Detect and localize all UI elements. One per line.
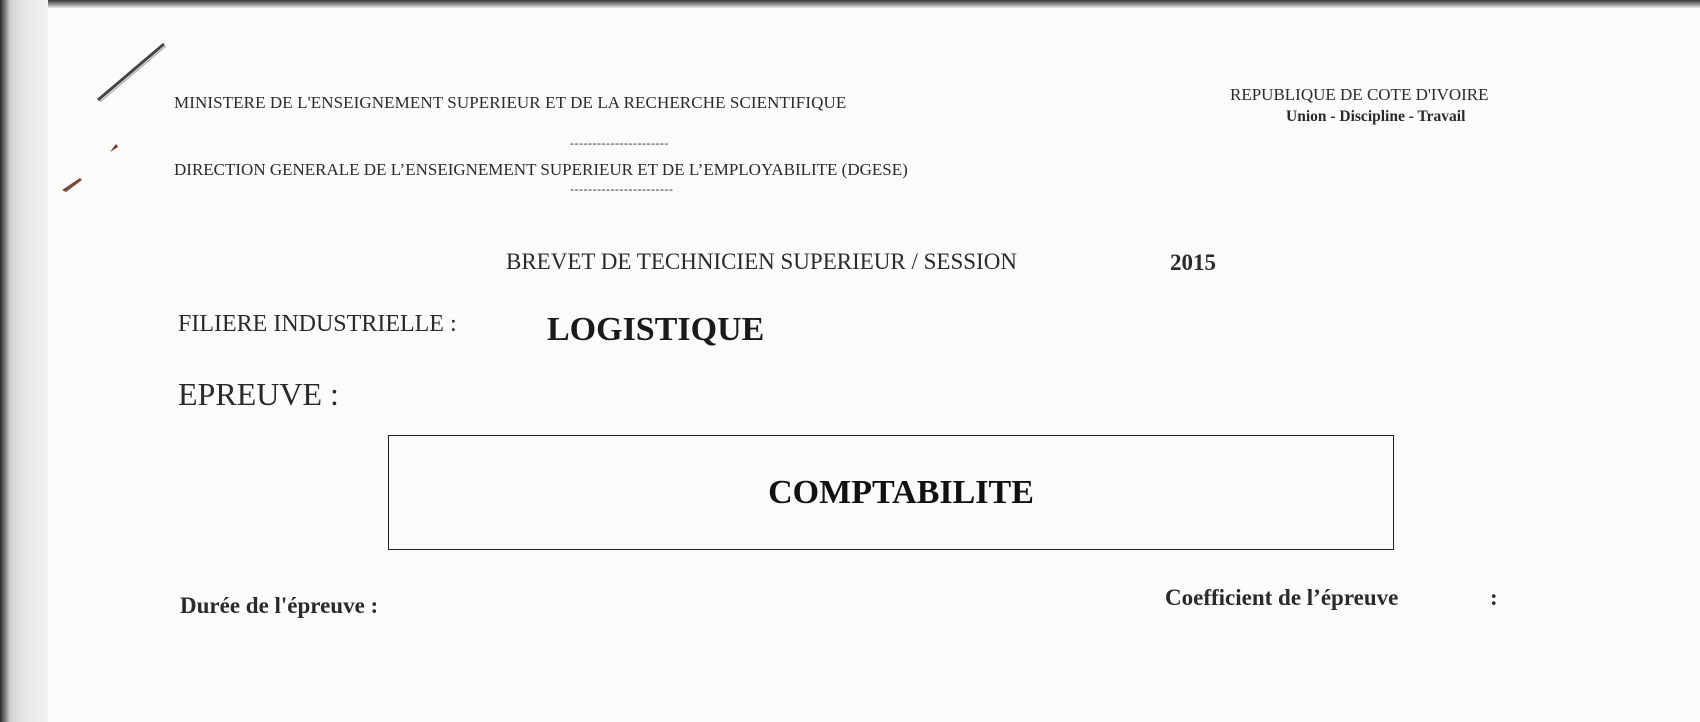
republic-name: REPUBLIQUE DE COTE D'IVOIRE xyxy=(1230,85,1489,104)
exam-title: BREVET DE TECHNICIEN SUPERIEUR / SESSION xyxy=(506,249,1017,274)
epreuve-label: EPREUVE : xyxy=(178,376,339,412)
scan-pen-mark xyxy=(94,40,174,110)
subject-title: COMPTABILITE xyxy=(768,473,1034,511)
duration-label: Durée de l'épreuve : xyxy=(180,593,379,618)
subject-box xyxy=(388,435,1394,550)
filiere-value: LOGISTIQUE xyxy=(547,311,765,348)
exam-year: 2015 xyxy=(1170,250,1216,275)
filiere-label: FILIERE INDUSTRIELLE : xyxy=(178,311,457,337)
direction-name: DIRECTION GENERALE DE L’ENSEIGNEMENT SUPERIEUR ET DE L’EMPLOYABILITE (DGESE) xyxy=(174,160,908,179)
coefficient-colon: : xyxy=(1490,585,1498,610)
scan-top-edge xyxy=(0,0,1700,8)
header-separator: ----------------------- xyxy=(570,182,674,196)
header-separator: ---------------------- xyxy=(570,136,669,150)
scan-left-edge xyxy=(0,0,48,722)
republic-motto: Union - Discipline - Travail xyxy=(1286,108,1466,125)
scan-ink-speck xyxy=(104,138,124,158)
scan-ink-speck xyxy=(60,172,90,196)
ministry-name: MINISTERE DE L'ENSEIGNEMENT SUPERIEUR ET DE LA RECHERCHE SCIENTIFIQUE xyxy=(174,93,847,112)
coefficient-label: Coefficient de l’épreuve xyxy=(1165,585,1399,610)
